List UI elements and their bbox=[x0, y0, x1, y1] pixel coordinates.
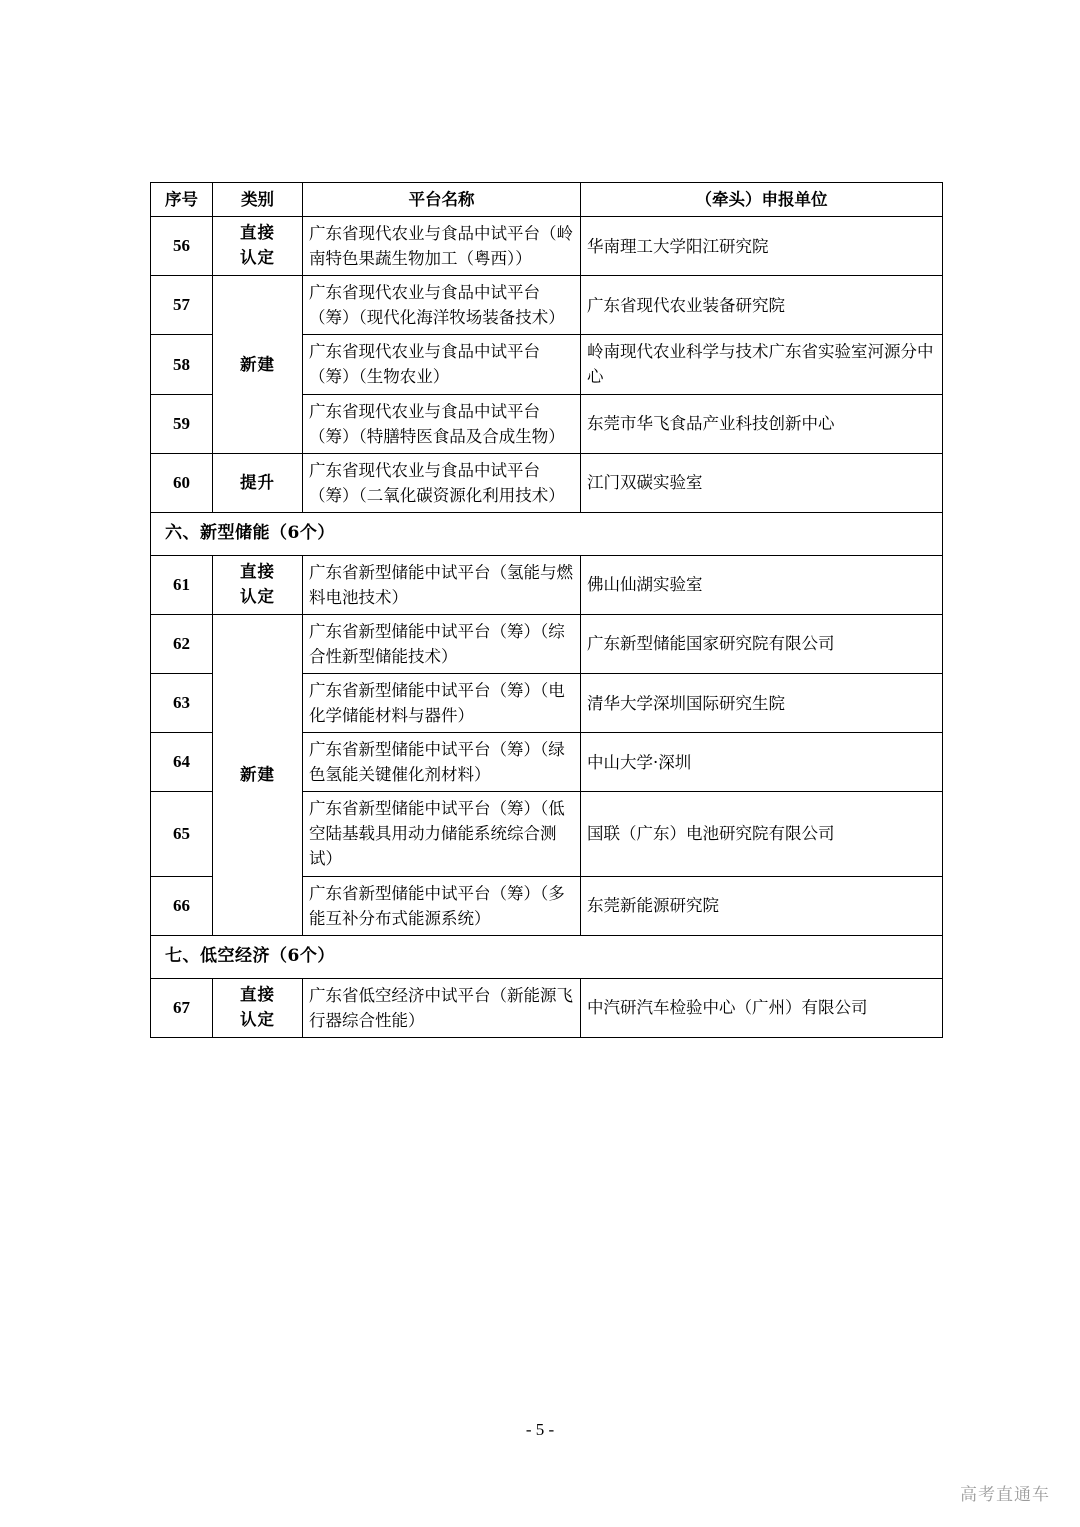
row-number: 64 bbox=[151, 733, 213, 792]
row-applicant-unit: 江门双碳实验室 bbox=[581, 453, 943, 512]
row-number: 65 bbox=[151, 792, 213, 876]
row-platform-name: 广东省新型储能中试平台（氢能与燃料电池技术） bbox=[303, 555, 581, 614]
table-body bbox=[151, 217, 943, 1038]
row-category-line: 认定 bbox=[240, 1009, 275, 1029]
row-applicant-unit: 清华大学深圳国际研究生院 bbox=[581, 674, 943, 733]
header-cell-no: 序号 bbox=[151, 183, 213, 217]
row-number: 56 bbox=[151, 217, 213, 276]
row-platform-name: 广东省新型储能中试平台（筹）（绿色氢能关键催化剂材料） bbox=[303, 733, 581, 792]
row-number: 60 bbox=[151, 453, 213, 512]
row-category bbox=[213, 217, 303, 276]
row-category bbox=[213, 555, 303, 614]
table-row bbox=[151, 217, 943, 276]
row-category: 新建 bbox=[213, 276, 303, 453]
row-category-line: 直接 bbox=[240, 562, 275, 582]
row-platform-name: 广东省新型储能中试平台（筹）（综合性新型储能技术） bbox=[303, 614, 581, 673]
row-applicant-unit: 佛山仙湖实验室 bbox=[581, 555, 943, 614]
row-platform-name: 广东省新型储能中试平台（筹）（电化学储能材料与器件） bbox=[303, 674, 581, 733]
row-applicant-unit: 岭南现代农业科学与技术广东省实验室河源分中心 bbox=[581, 335, 943, 394]
row-number: 57 bbox=[151, 276, 213, 335]
row-category-line: 认定 bbox=[240, 248, 275, 268]
row-applicant-unit: 中汽研汽车检验中心（广州）有限公司 bbox=[581, 978, 943, 1037]
row-number: 59 bbox=[151, 394, 213, 453]
row-applicant-unit: 中山大学·深圳 bbox=[581, 733, 943, 792]
row-platform-name: 广东省现代农业与食品中试平台（筹）（特膳特医食品及合成生物） bbox=[303, 394, 581, 453]
row-platform-name: 广东省现代农业与食品中试平台（筹）（现代化海洋牧场装备技术） bbox=[303, 276, 581, 335]
header-cell-applicant-unit: （牵头）申报单位 bbox=[581, 183, 943, 217]
row-number: 62 bbox=[151, 614, 213, 673]
platform-list-table bbox=[150, 182, 943, 1038]
row-applicant-unit: 东莞市华飞食品产业科技创新中心 bbox=[581, 394, 943, 453]
row-number: 66 bbox=[151, 876, 213, 935]
row-number: 58 bbox=[151, 335, 213, 394]
row-applicant-unit: 国联（广东）电池研究院有限公司 bbox=[581, 792, 943, 876]
section-title: 六、新型储能（6个） bbox=[151, 512, 943, 555]
table-row bbox=[151, 453, 943, 512]
row-platform-name: 广东省新型储能中试平台（筹）（低空陆基载具用动力储能系统综合测试） bbox=[303, 792, 581, 876]
row-platform-name: 广东省新型储能中试平台（筹）（多能互补分布式能源系统） bbox=[303, 876, 581, 935]
table-row bbox=[151, 978, 943, 1037]
row-category-line: 直接 bbox=[240, 984, 275, 1004]
section-title: 七、低空经济（6个） bbox=[151, 935, 943, 978]
table-header bbox=[151, 183, 943, 217]
table-row bbox=[151, 614, 943, 673]
row-applicant-unit: 广东新型储能国家研究院有限公司 bbox=[581, 614, 943, 673]
row-platform-name: 广东省低空经济中试平台（新能源飞行器综合性能） bbox=[303, 978, 581, 1037]
table-row bbox=[151, 276, 943, 335]
header-cell-category: 类别 bbox=[213, 183, 303, 217]
row-applicant-unit: 广东省现代农业装备研究院 bbox=[581, 276, 943, 335]
header-cell-platform-name: 平台名称 bbox=[303, 183, 581, 217]
table-section-row bbox=[151, 512, 943, 555]
row-platform-name: 广东省现代农业与食品中试平台（筹）（生物农业） bbox=[303, 335, 581, 394]
row-category-line: 认定 bbox=[240, 586, 275, 606]
row-number: 67 bbox=[151, 978, 213, 1037]
row-number: 63 bbox=[151, 674, 213, 733]
row-category bbox=[213, 978, 303, 1037]
row-category: 新建 bbox=[213, 614, 303, 935]
watermark: 高考直通车 bbox=[960, 1485, 1050, 1505]
row-platform-name: 广东省现代农业与食品中试平台（筹）（二氧化碳资源化利用技术） bbox=[303, 453, 581, 512]
table-row bbox=[151, 555, 943, 614]
row-category-line: 直接 bbox=[240, 223, 275, 243]
row-category: 提升 bbox=[213, 453, 303, 512]
table-section-row bbox=[151, 935, 943, 978]
row-number: 61 bbox=[151, 555, 213, 614]
row-platform-name: 广东省现代农业与食品中试平台（岭南特色果蔬生物加工（粤西）） bbox=[303, 217, 581, 276]
row-applicant-unit: 东莞新能源研究院 bbox=[581, 876, 943, 935]
table-header-row bbox=[151, 183, 943, 217]
page-number: - 5 - bbox=[525, 1420, 555, 1439]
row-applicant-unit: 华南理工大学阳江研究院 bbox=[581, 217, 943, 276]
